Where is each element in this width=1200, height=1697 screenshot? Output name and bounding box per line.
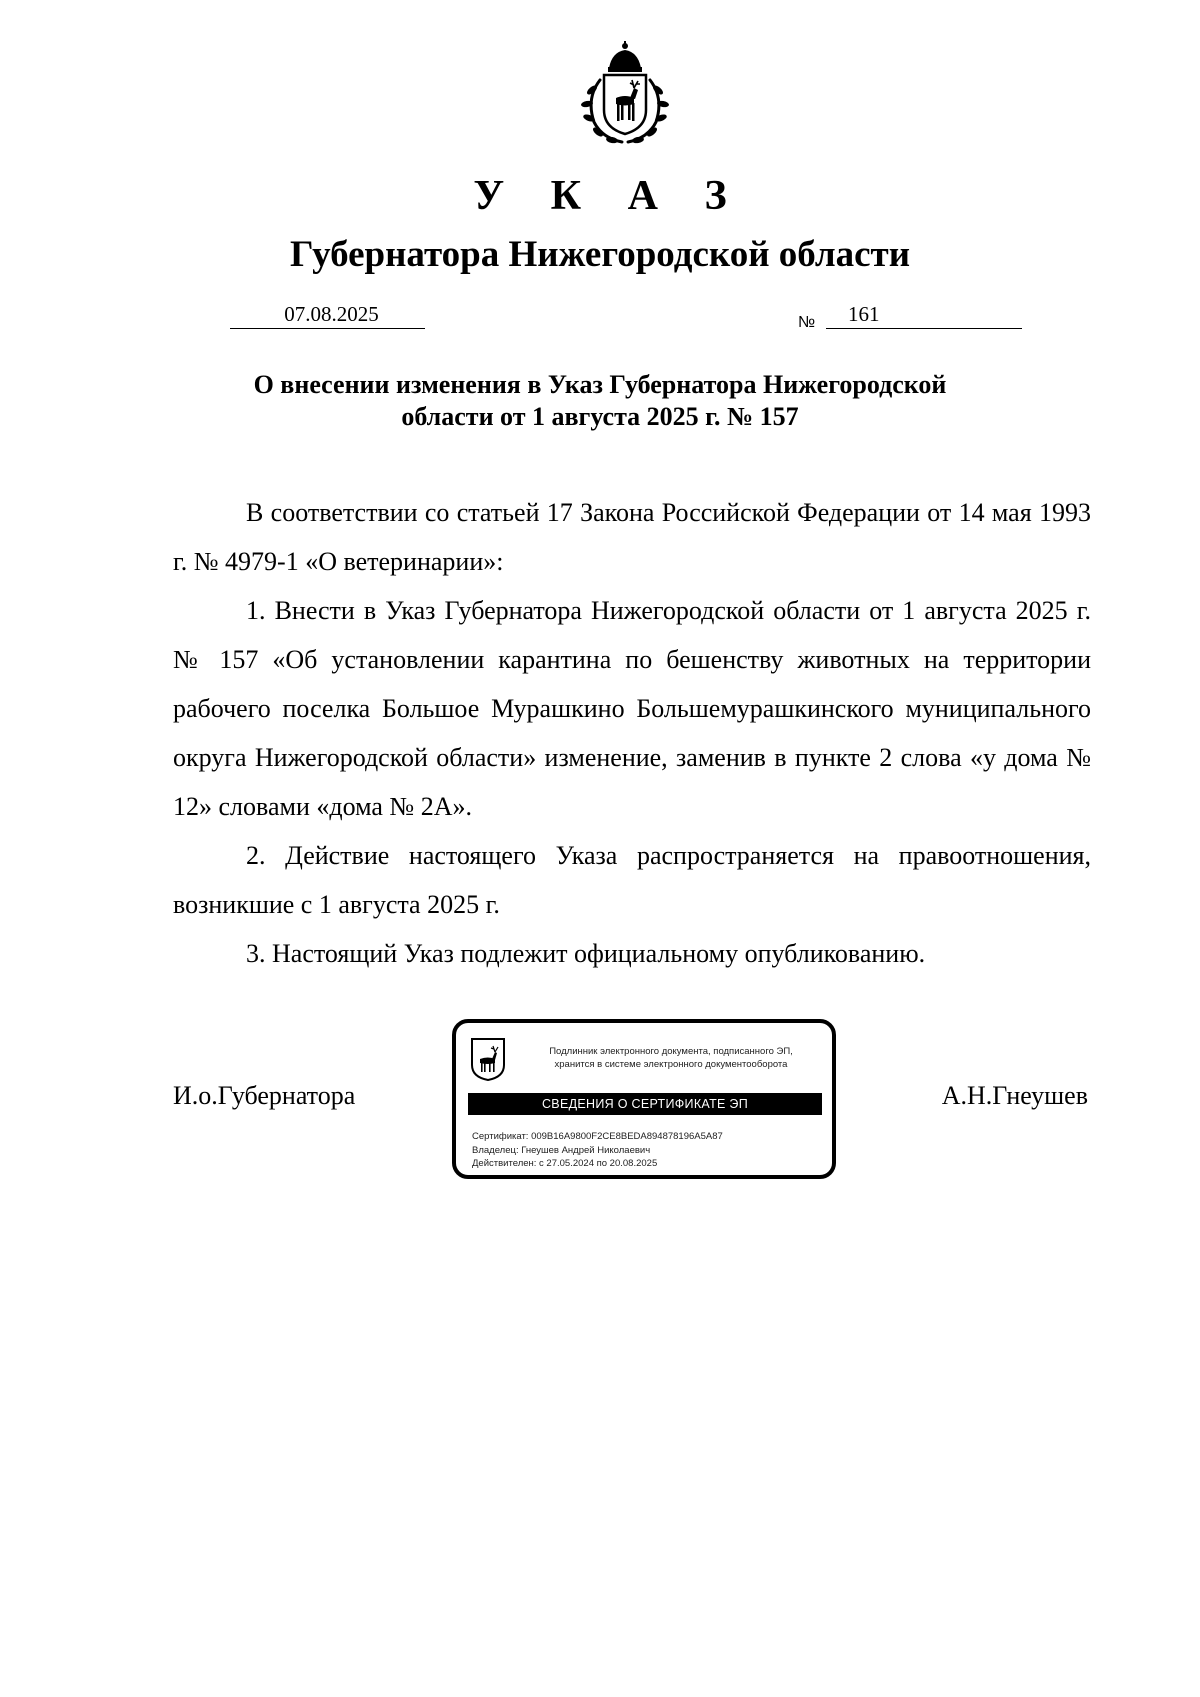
preamble-paragraph: В соответствии со статьей 17 Закона Российской Федерации от 14 мая 1993 г. № 4979-1 «О ветеринарии»:	[173, 498, 1091, 576]
certificate-validity: Действителен: с 27.05.2024 по 20.08.2025	[472, 1158, 658, 1169]
item-3-paragraph: 3. Настоящий Указ подлежит официальному опубликованию.	[246, 939, 926, 968]
item-2-paragraph: 2. Действие настоящего Указа распространяется на правоотношения, возникшие с 1 августа 2025 г.	[173, 841, 1091, 919]
stamp-header-line-1: Подлинник электронного документа, подписанного ЭП,	[549, 1046, 793, 1057]
stamp-header-line-2: хранится в системе электронного документооборота	[554, 1059, 788, 1070]
stamp-header	[516, 1045, 826, 1071]
document-number: 161	[848, 302, 880, 326]
issuer-title: Губернатора Нижегородской области	[289, 234, 911, 275]
signatory-name: А.Н.Гнеушев	[941, 1081, 1088, 1110]
subject-line-2: области от 1 августа 2025 г. № 157	[401, 402, 799, 431]
electronic-signature-stamp	[452, 1019, 836, 1179]
subject-line-1: О внесении изменения в Указ Губернатора Нижегородской	[253, 370, 947, 399]
item-1-paragraph: 1. Внести в Указ Губернатора Нижегородской области от 1 августа 2025 г. № 157 «Об установлении карантина по бешенству животных на территории рабочего поселка Большое Мурашкино Большемурашкинского муниципального округа Нижегородской области» изменение, заменив в пункте 2 слова «у дома № 12» словами «дома № 2А».	[173, 596, 1091, 821]
deer-shield-icon	[470, 1037, 506, 1081]
document-subject	[0, 369, 1200, 433]
certificate-info-bar: СВЕДЕНИЯ О СЕРТИФИКАТЕ ЭП	[468, 1093, 822, 1115]
document-number-field	[826, 300, 1022, 329]
number-sign: №	[798, 314, 816, 331]
document-date: 07.08.2025	[284, 302, 379, 326]
certificate-details	[472, 1130, 723, 1171]
document-body	[173, 488, 1091, 978]
document-date-field	[230, 300, 425, 329]
signatory-position: И.о.Губернатора	[173, 1081, 356, 1110]
certificate-owner: Владелец: Гнеушев Андрей Николаевич	[472, 1144, 651, 1156]
certificate-serial: Сертификат: 009B16A9800F2CE8BEDA894878196A5A87	[472, 1131, 723, 1142]
document-type-title: У К А З	[473, 173, 745, 219]
coat-of-arms-icon	[572, 40, 678, 148]
